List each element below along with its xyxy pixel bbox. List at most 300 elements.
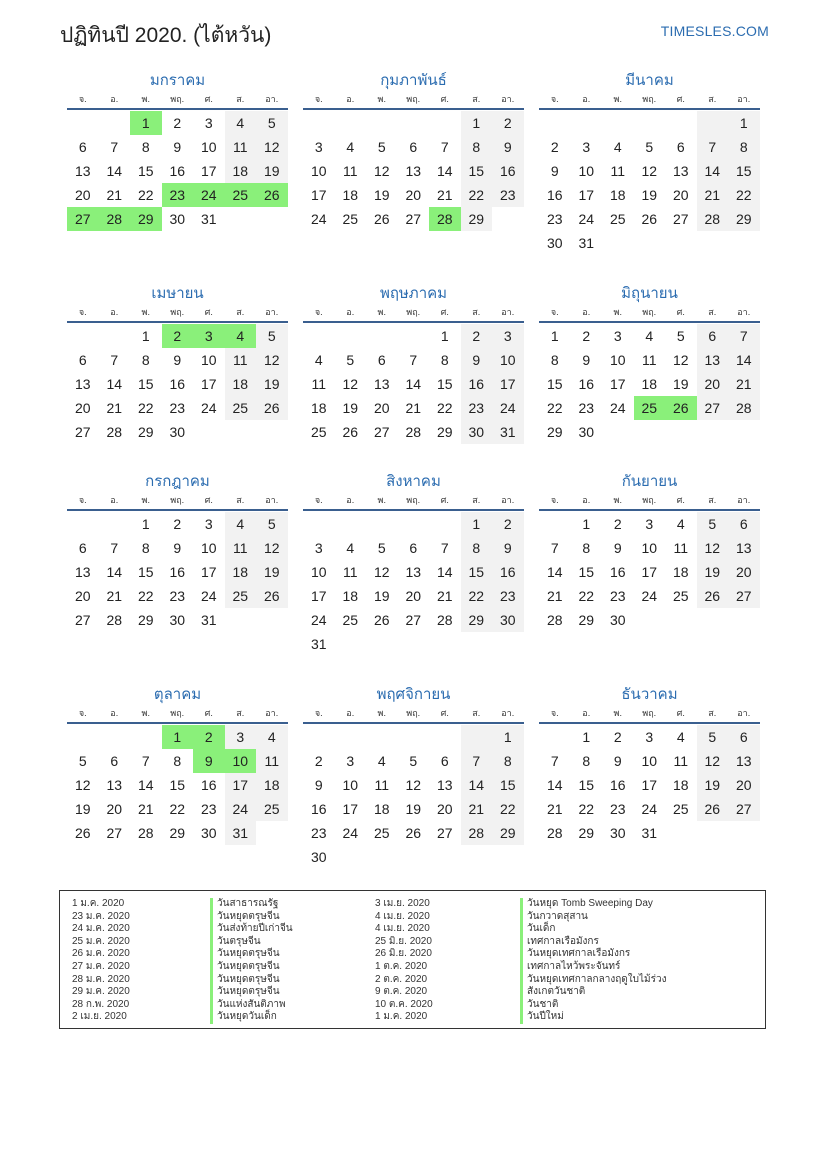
day-cell[interactable]: 4 <box>314 352 323 368</box>
day-cell[interactable]: 16 <box>578 376 595 392</box>
day-cell[interactable]: 4 <box>346 139 355 155</box>
day-cell[interactable]: 24 <box>310 612 327 628</box>
day-cell[interactable]: 9 <box>492 536 524 560</box>
day-cell[interactable]: 28 <box>697 207 729 231</box>
day-cell[interactable]: 3 <box>645 729 654 745</box>
day-cell[interactable]: 23 <box>169 400 186 416</box>
day-cell[interactable]: 9 <box>314 777 323 793</box>
day-cell[interactable]: 8 <box>582 753 591 769</box>
day-cell[interactable]: 25 <box>225 183 257 207</box>
day-cell[interactable]: 11 <box>311 376 327 392</box>
day-cell[interactable]: 26 <box>373 211 390 227</box>
day-cell[interactable]: 24 <box>310 211 327 227</box>
day-cell[interactable]: 20 <box>697 372 729 396</box>
day-cell[interactable]: 28 <box>137 825 154 841</box>
day-cell[interactable]: 29 <box>436 424 453 440</box>
day-cell[interactable]: 31 <box>492 420 524 444</box>
day-cell[interactable]: 12 <box>342 376 359 392</box>
day-cell[interactable]: 31 <box>200 612 217 628</box>
day-cell[interactable]: 6 <box>697 324 729 348</box>
day-cell[interactable]: 19 <box>373 187 390 203</box>
day-cell[interactable]: 6 <box>728 512 760 536</box>
day-cell[interactable]: 12 <box>373 163 390 179</box>
day-cell[interactable]: 29 <box>461 207 493 231</box>
day-cell[interactable]: 23 <box>461 396 493 420</box>
day-cell[interactable]: 31 <box>641 825 658 841</box>
day-cell[interactable]: 10 <box>200 352 217 368</box>
day-cell[interactable]: 20 <box>436 801 453 817</box>
day-cell[interactable]: 14 <box>546 777 563 793</box>
day-cell[interactable]: 28 <box>106 424 123 440</box>
day-cell[interactable]: 16 <box>546 187 563 203</box>
day-cell[interactable]: 12 <box>697 536 729 560</box>
day-cell[interactable]: 14 <box>728 348 760 372</box>
day-cell[interactable]: 17 <box>342 801 359 817</box>
day-cell[interactable]: 12 <box>74 777 91 793</box>
day-cell[interactable]: 19 <box>697 773 729 797</box>
day-cell[interactable]: 8 <box>728 135 760 159</box>
day-cell[interactable]: 21 <box>405 400 422 416</box>
day-cell[interactable]: 17 <box>200 564 217 580</box>
day-cell[interactable]: 5 <box>78 753 87 769</box>
day-cell[interactable]: 20 <box>373 400 390 416</box>
day-cell[interactable]: 18 <box>342 588 359 604</box>
day-cell[interactable]: 17 <box>641 564 658 580</box>
day-cell[interactable]: 28 <box>436 612 453 628</box>
day-cell[interactable]: 4 <box>256 725 288 749</box>
day-cell[interactable]: 18 <box>609 187 626 203</box>
day-cell[interactable]: 2 <box>613 516 622 532</box>
day-cell[interactable]: 11 <box>342 564 358 580</box>
day-cell[interactable]: 27 <box>106 825 123 841</box>
day-cell[interactable]: 26 <box>256 584 288 608</box>
day-cell[interactable]: 23 <box>492 584 524 608</box>
day-cell[interactable]: 26 <box>665 396 697 420</box>
day-cell[interactable]: 15 <box>137 163 154 179</box>
day-cell[interactable]: 27 <box>672 211 689 227</box>
day-cell[interactable]: 9 <box>173 352 182 368</box>
day-cell[interactable]: 22 <box>728 183 760 207</box>
day-cell[interactable]: 11 <box>610 163 626 179</box>
day-cell[interactable]: 7 <box>461 749 493 773</box>
day-cell[interactable]: 2 <box>613 729 622 745</box>
day-cell[interactable]: 11 <box>225 135 257 159</box>
day-cell[interactable]: 11 <box>374 777 390 793</box>
day-cell[interactable]: 10 <box>225 749 257 773</box>
day-cell[interactable]: 25 <box>225 584 257 608</box>
day-cell[interactable]: 22 <box>546 400 563 416</box>
day-cell[interactable]: 6 <box>377 352 386 368</box>
day-cell[interactable]: 12 <box>405 777 422 793</box>
day-cell[interactable]: 2 <box>461 324 493 348</box>
day-cell[interactable]: 8 <box>550 352 559 368</box>
day-cell[interactable]: 4 <box>225 111 257 135</box>
day-cell[interactable]: 1 <box>492 725 524 749</box>
day-cell[interactable]: 14 <box>106 564 123 580</box>
day-cell[interactable]: 23 <box>200 801 217 817</box>
day-cell[interactable]: 21 <box>461 797 493 821</box>
day-cell[interactable]: 10 <box>641 753 658 769</box>
day-cell[interactable]: 4 <box>225 512 257 536</box>
day-cell[interactable]: 8 <box>141 352 150 368</box>
day-cell[interactable]: 13 <box>728 536 760 560</box>
day-cell[interactable]: 5 <box>346 352 355 368</box>
day-cell[interactable]: 3 <box>645 516 654 532</box>
day-cell[interactable]: 19 <box>697 560 729 584</box>
day-cell[interactable]: 19 <box>342 400 359 416</box>
day-cell[interactable]: 2 <box>492 111 524 135</box>
day-cell[interactable]: 9 <box>173 540 182 556</box>
day-cell[interactable]: 27 <box>728 797 760 821</box>
day-cell[interactable]: 12 <box>256 536 288 560</box>
day-cell[interactable]: 16 <box>609 777 626 793</box>
day-cell[interactable]: 11 <box>225 348 257 372</box>
day-cell[interactable]: 23 <box>169 588 186 604</box>
day-cell[interactable]: 25 <box>609 211 626 227</box>
day-cell[interactable]: 11 <box>673 540 689 556</box>
day-cell[interactable]: 24 <box>641 588 658 604</box>
day-cell[interactable]: 20 <box>728 560 760 584</box>
day-cell[interactable]: 25 <box>672 588 689 604</box>
day-cell[interactable]: 20 <box>74 187 91 203</box>
day-cell[interactable]: 6 <box>78 352 87 368</box>
day-cell[interactable]: 3 <box>582 139 591 155</box>
day-cell[interactable]: 14 <box>546 564 563 580</box>
day-cell[interactable]: 27 <box>436 825 453 841</box>
day-cell[interactable]: 22 <box>578 801 595 817</box>
day-cell[interactable]: 30 <box>169 424 186 440</box>
day-cell[interactable]: 2 <box>173 115 182 131</box>
day-cell[interactable]: 14 <box>106 376 123 392</box>
day-cell[interactable]: 13 <box>106 777 123 793</box>
day-cell[interactable]: 7 <box>409 352 418 368</box>
day-cell[interactable]: 26 <box>74 825 91 841</box>
day-cell[interactable]: 13 <box>436 777 453 793</box>
day-cell[interactable]: 4 <box>676 729 685 745</box>
day-cell[interactable]: 30 <box>609 825 626 841</box>
day-cell[interactable]: 12 <box>373 564 390 580</box>
day-cell[interactable]: 14 <box>436 564 453 580</box>
day-cell[interactable]: 7 <box>550 540 559 556</box>
day-cell[interactable]: 29 <box>169 825 186 841</box>
day-cell[interactable]: 23 <box>310 825 327 841</box>
day-cell[interactable]: 30 <box>169 612 186 628</box>
day-cell[interactable]: 15 <box>137 376 154 392</box>
day-cell[interactable]: 9 <box>582 352 591 368</box>
day-cell[interactable]: 13 <box>697 348 729 372</box>
day-cell[interactable]: 24 <box>200 400 217 416</box>
day-cell[interactable]: 23 <box>609 801 626 817</box>
day-cell[interactable]: 20 <box>74 400 91 416</box>
day-cell[interactable]: 25 <box>634 396 666 420</box>
day-cell[interactable]: 27 <box>74 424 91 440</box>
day-cell[interactable]: 29 <box>578 612 595 628</box>
day-cell[interactable]: 19 <box>256 560 288 584</box>
day-cell[interactable]: 8 <box>461 135 493 159</box>
day-cell[interactable]: 7 <box>550 753 559 769</box>
day-cell[interactable]: 24 <box>200 588 217 604</box>
day-cell[interactable]: 25 <box>310 424 327 440</box>
day-cell[interactable]: 15 <box>578 564 595 580</box>
day-cell[interactable]: 18 <box>641 376 658 392</box>
day-cell[interactable]: 1 <box>141 516 150 532</box>
day-cell[interactable]: 24 <box>225 797 257 821</box>
day-cell[interactable]: 9 <box>613 540 622 556</box>
day-cell[interactable]: 23 <box>578 400 595 416</box>
day-cell[interactable]: 18 <box>225 372 257 396</box>
day-cell[interactable]: 14 <box>405 376 422 392</box>
day-cell[interactable]: 16 <box>492 560 524 584</box>
day-cell[interactable]: 24 <box>342 825 359 841</box>
day-cell[interactable]: 15 <box>728 159 760 183</box>
day-cell[interactable]: 25 <box>373 825 390 841</box>
day-cell[interactable]: 16 <box>169 564 186 580</box>
day-cell[interactable]: 26 <box>697 797 729 821</box>
day-cell[interactable]: 30 <box>169 211 186 227</box>
day-cell[interactable]: 24 <box>492 396 524 420</box>
day-cell[interactable]: 19 <box>74 801 91 817</box>
day-cell[interactable]: 5 <box>697 512 729 536</box>
day-cell[interactable]: 15 <box>546 376 563 392</box>
day-cell[interactable]: 3 <box>204 115 213 131</box>
day-cell[interactable]: 31 <box>225 821 257 845</box>
day-cell[interactable]: 5 <box>645 139 654 155</box>
day-cell[interactable]: 2 <box>173 516 182 532</box>
day-cell[interactable]: 15 <box>436 376 453 392</box>
day-cell[interactable]: 16 <box>461 372 493 396</box>
day-cell[interactable]: 30 <box>310 849 327 865</box>
day-cell[interactable]: 30 <box>461 420 493 444</box>
day-cell[interactable]: 20 <box>672 187 689 203</box>
day-cell[interactable]: 7 <box>440 540 449 556</box>
day-cell[interactable]: 1 <box>162 725 194 749</box>
day-cell[interactable]: 26 <box>405 825 422 841</box>
day-cell[interactable]: 22 <box>492 797 524 821</box>
day-cell[interactable]: 23 <box>609 588 626 604</box>
day-cell[interactable]: 21 <box>436 588 453 604</box>
day-cell[interactable]: 1 <box>582 516 591 532</box>
day-cell[interactable]: 16 <box>492 159 524 183</box>
day-cell[interactable]: 25 <box>342 612 359 628</box>
day-cell[interactable]: 22 <box>169 801 186 817</box>
day-cell[interactable]: 30 <box>492 608 524 632</box>
day-cell[interactable]: 21 <box>106 400 123 416</box>
day-cell[interactable]: 31 <box>310 636 327 652</box>
day-cell[interactable]: 1 <box>550 328 559 344</box>
day-cell[interactable]: 10 <box>310 163 327 179</box>
day-cell[interactable]: 21 <box>106 187 123 203</box>
day-cell[interactable]: 20 <box>405 588 422 604</box>
day-cell[interactable]: 30 <box>578 424 595 440</box>
day-cell[interactable]: 22 <box>461 584 493 608</box>
day-cell[interactable]: 29 <box>137 424 154 440</box>
day-cell[interactable]: 6 <box>676 139 685 155</box>
day-cell[interactable]: 10 <box>641 540 658 556</box>
day-cell[interactable]: 1 <box>461 111 493 135</box>
day-cell[interactable]: 26 <box>373 612 390 628</box>
day-cell[interactable]: 1 <box>728 111 760 135</box>
day-cell[interactable]: 1 <box>461 512 493 536</box>
day-cell[interactable]: 9 <box>461 348 493 372</box>
day-cell[interactable]: 28 <box>546 612 563 628</box>
day-cell[interactable]: 21 <box>697 183 729 207</box>
day-cell[interactable]: 7 <box>110 139 119 155</box>
day-cell[interactable]: 8 <box>582 540 591 556</box>
day-cell[interactable]: 13 <box>373 376 390 392</box>
day-cell[interactable]: 28 <box>546 825 563 841</box>
day-cell[interactable]: 13 <box>74 163 91 179</box>
day-cell[interactable]: 29 <box>461 608 493 632</box>
day-cell[interactable]: 9 <box>173 139 182 155</box>
day-cell[interactable]: 3 <box>314 540 323 556</box>
day-cell[interactable]: 27 <box>67 207 99 231</box>
day-cell[interactable]: 19 <box>672 376 689 392</box>
day-cell[interactable]: 11 <box>225 536 257 560</box>
day-cell[interactable]: 10 <box>200 139 217 155</box>
day-cell[interactable]: 10 <box>492 348 524 372</box>
day-cell[interactable]: 11 <box>641 352 657 368</box>
day-cell[interactable]: 15 <box>492 773 524 797</box>
day-cell[interactable]: 7 <box>110 352 119 368</box>
day-cell[interactable]: 21 <box>436 187 453 203</box>
day-cell[interactable]: 7 <box>697 135 729 159</box>
day-cell[interactable]: 26 <box>641 211 658 227</box>
day-cell[interactable]: 14 <box>137 777 154 793</box>
day-cell[interactable]: 26 <box>342 424 359 440</box>
day-cell[interactable]: 10 <box>609 352 626 368</box>
day-cell[interactable]: 20 <box>405 187 422 203</box>
day-cell[interactable]: 11 <box>673 753 689 769</box>
day-cell[interactable]: 29 <box>546 424 563 440</box>
day-cell[interactable]: 10 <box>310 564 327 580</box>
day-cell[interactable]: 12 <box>697 749 729 773</box>
day-cell[interactable]: 31 <box>200 211 217 227</box>
day-cell[interactable]: 6 <box>728 725 760 749</box>
day-cell[interactable]: 24 <box>641 801 658 817</box>
day-cell[interactable]: 18 <box>225 560 257 584</box>
day-cell[interactable]: 3 <box>204 516 213 532</box>
day-cell[interactable]: 7 <box>110 540 119 556</box>
day-cell[interactable]: 29 <box>578 825 595 841</box>
day-cell[interactable]: 2 <box>193 725 225 749</box>
day-cell[interactable]: 14 <box>106 163 123 179</box>
day-cell[interactable]: 25 <box>672 801 689 817</box>
day-cell[interactable]: 16 <box>200 777 217 793</box>
day-cell[interactable]: 8 <box>492 749 524 773</box>
day-cell[interactable]: 4 <box>377 753 386 769</box>
day-cell[interactable]: 8 <box>440 352 449 368</box>
day-cell[interactable]: 29 <box>728 207 760 231</box>
day-cell[interactable]: 22 <box>137 400 154 416</box>
day-cell[interactable]: 18 <box>310 400 327 416</box>
day-cell[interactable]: 10 <box>342 777 359 793</box>
day-cell[interactable]: 25 <box>342 211 359 227</box>
day-cell[interactable]: 5 <box>377 540 386 556</box>
day-cell[interactable]: 30 <box>546 235 563 251</box>
day-cell[interactable]: 13 <box>405 163 422 179</box>
day-cell[interactable]: 17 <box>200 163 217 179</box>
day-cell[interactable]: 12 <box>256 348 288 372</box>
day-cell[interactable]: 15 <box>578 777 595 793</box>
day-cell[interactable]: 21 <box>546 588 563 604</box>
day-cell[interactable]: 26 <box>256 396 288 420</box>
day-cell[interactable]: 22 <box>461 183 493 207</box>
day-cell[interactable]: 7 <box>440 139 449 155</box>
day-cell[interactable]: 4 <box>225 324 257 348</box>
day-cell[interactable]: 1 <box>141 328 150 344</box>
day-cell[interactable]: 7 <box>728 324 760 348</box>
day-cell[interactable]: 27 <box>373 424 390 440</box>
day-cell[interactable]: 13 <box>672 163 689 179</box>
day-cell[interactable]: 14 <box>461 773 493 797</box>
day-cell[interactable]: 14 <box>697 159 729 183</box>
day-cell[interactable]: 18 <box>225 159 257 183</box>
day-cell[interactable]: 22 <box>436 400 453 416</box>
day-cell[interactable]: 12 <box>256 135 288 159</box>
day-cell[interactable]: 3 <box>492 324 524 348</box>
day-cell[interactable]: 12 <box>672 352 689 368</box>
day-cell[interactable]: 18 <box>672 777 689 793</box>
day-cell[interactable]: 4 <box>676 516 685 532</box>
day-cell[interactable]: 29 <box>492 821 524 845</box>
day-cell[interactable]: 8 <box>461 536 493 560</box>
day-cell[interactable]: 27 <box>74 612 91 628</box>
day-cell[interactable]: 26 <box>256 183 288 207</box>
day-cell[interactable]: 7 <box>141 753 150 769</box>
day-cell[interactable]: 20 <box>728 773 760 797</box>
day-cell[interactable]: 28 <box>106 612 123 628</box>
day-cell[interactable]: 30 <box>200 825 217 841</box>
day-cell[interactable]: 5 <box>256 324 288 348</box>
day-cell[interactable]: 6 <box>78 139 87 155</box>
day-cell[interactable]: 9 <box>550 163 559 179</box>
day-cell[interactable]: 19 <box>405 801 422 817</box>
day-cell[interactable]: 22 <box>137 187 154 203</box>
day-cell[interactable]: 26 <box>697 584 729 608</box>
day-cell[interactable]: 13 <box>74 564 91 580</box>
day-cell[interactable]: 24 <box>609 400 626 416</box>
day-cell[interactable]: 1 <box>440 328 449 344</box>
day-cell[interactable]: 17 <box>492 372 524 396</box>
day-cell[interactable]: 16 <box>169 163 186 179</box>
day-cell[interactable]: 8 <box>141 139 150 155</box>
day-cell[interactable]: 3 <box>613 328 622 344</box>
day-cell[interactable]: 15 <box>461 560 493 584</box>
day-cell[interactable]: 18 <box>373 801 390 817</box>
day-cell[interactable]: 21 <box>546 801 563 817</box>
day-cell[interactable]: 5 <box>377 139 386 155</box>
day-cell[interactable]: 18 <box>342 187 359 203</box>
day-cell[interactable]: 22 <box>578 588 595 604</box>
day-cell[interactable]: 9 <box>193 749 225 773</box>
day-cell[interactable]: 25 <box>225 396 257 420</box>
day-cell[interactable]: 20 <box>106 801 123 817</box>
day-cell[interactable]: 19 <box>256 159 288 183</box>
day-cell[interactable]: 17 <box>609 376 626 392</box>
day-cell[interactable]: 9 <box>492 135 524 159</box>
day-cell[interactable]: 30 <box>609 612 626 628</box>
day-cell[interactable]: 29 <box>130 207 162 231</box>
day-cell[interactable]: 31 <box>578 235 595 251</box>
day-cell[interactable]: 17 <box>200 376 217 392</box>
day-cell[interactable]: 1 <box>130 111 162 135</box>
day-cell[interactable]: 20 <box>74 588 91 604</box>
day-cell[interactable]: 21 <box>728 372 760 396</box>
day-cell[interactable]: 11 <box>256 749 288 773</box>
day-cell[interactable]: 10 <box>200 540 217 556</box>
day-cell[interactable]: 6 <box>78 540 87 556</box>
day-cell[interactable]: 21 <box>137 801 154 817</box>
